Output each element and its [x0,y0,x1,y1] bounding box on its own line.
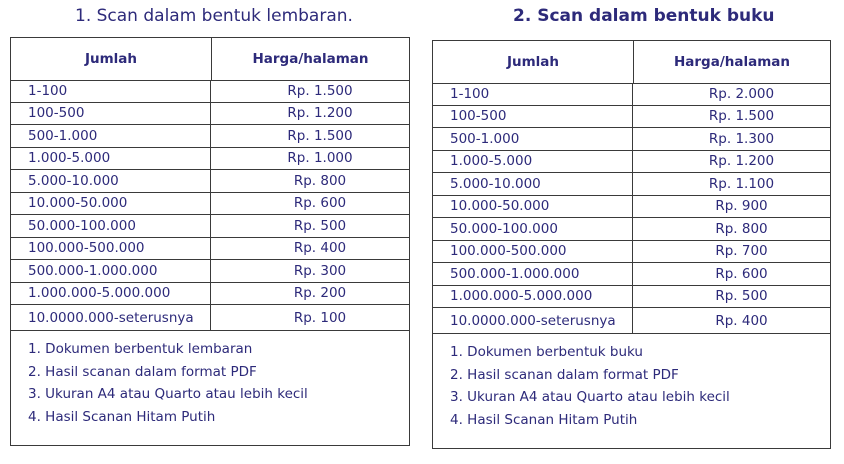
qty-cell: 100-500 [11,103,211,125]
table-row [11,215,409,238]
price-cell: Rp. 1.200 [708,153,775,170]
note-item: 3. Ukuran A4 atau Quarto atau lebih kecil [28,386,308,402]
left-section-title: 1. Scan dalam bentuk lembaran. [75,6,353,26]
price-cell: Rp. 500 [293,217,347,234]
note-item: 1. Dokumen berbentuk buku [450,344,643,360]
right-table-header [433,41,830,84]
price-cell: Rp. 400 [715,312,768,329]
table-row [11,103,409,126]
note-item: 1. Dokumen berbentuk lembaran [28,341,253,357]
qty-cell: 1.000.000-5.000.000 [433,286,633,308]
table-row [433,151,830,174]
left-table-header [11,38,409,81]
left-header-harga: Harga/halaman [252,51,369,67]
price-cell: Rp. 1.300 [708,130,775,147]
note-item: 2. Hasil scanan dalam format PDF [28,363,257,380]
qty-cell: 50.000-100.000 [11,215,211,237]
table-row [11,125,409,148]
price-cell: Rp. 200 [293,285,347,302]
price-cell: Rp. 1.100 [708,175,775,192]
note-item: 3. Ukuran A4 atau Quarto atau lebih kecil [450,389,730,405]
note-item: 4. Hasil Scanan Hitam Putih [28,408,216,425]
right-price-table [432,40,831,449]
table-row [11,170,409,193]
right-table-body [433,83,830,334]
qty-cell: 10.000-50.000 [433,196,633,218]
price-cell: Rp. 1.500 [287,127,353,144]
qty-cell: 100.000-500.000 [11,238,211,260]
table-row [11,148,409,171]
price-cell: Rp. 800 [293,172,347,189]
table-row [433,128,830,151]
left-notes [11,341,409,431]
right-section-title: 2. Scan dalam bentuk buku [513,6,775,26]
qty-cell: 10.0000.000-seterusnya [11,305,211,330]
table-row [11,283,409,306]
price-cell: Rp. 600 [715,265,768,282]
table-row [433,83,830,106]
qty-cell: 500-1.000 [433,128,633,150]
qty-cell: 100-500 [433,106,633,128]
qty-cell: 500.000-1.000.000 [433,263,633,285]
price-cell: Rp. 1.500 [287,82,353,99]
left-table-body [11,80,409,331]
qty-cell: 5.000-10.000 [433,173,633,195]
price-cell: Rp. 800 [715,220,768,237]
qty-cell: 500.000-1.000.000 [11,260,211,282]
table-row [433,263,830,286]
note-item: 2. Hasil scanan dalam format PDF [450,366,679,383]
table-row [433,196,830,219]
table-row [11,305,409,331]
price-cell: Rp. 600 [293,195,347,212]
right-header-jumlah: Jumlah [433,41,634,83]
price-cell: Rp. 900 [715,198,768,215]
qty-cell: 10.000-50.000 [11,193,211,215]
right-header-harga: Harga/halaman [673,54,790,70]
price-cell: Rp. 100 [293,309,347,326]
table-row [433,218,830,241]
price-cell: Rp. 700 [715,243,768,260]
price-cell: Rp. 400 [293,240,347,257]
price-cell: Rp. 500 [715,288,768,305]
qty-cell: 100.000-500.000 [433,241,633,263]
left-header-jumlah: Jumlah [11,38,212,80]
qty-cell: 1.000.000-5.000.000 [11,283,211,305]
table-row [433,308,830,334]
note-item: 4. Hasil Scanan Hitam Putih [450,411,638,428]
price-cell: Rp. 1.500 [708,108,775,125]
price-cell: Rp. 1.200 [287,105,353,122]
table-row [11,80,409,103]
table-row [433,241,830,264]
qty-cell: 1-100 [433,83,633,105]
qty-cell: 10.0000.000-seterusnya [433,308,633,333]
table-row [11,238,409,261]
price-cell: Rp. 300 [293,262,347,279]
price-cell: Rp. 2.000 [708,85,775,102]
price-cell: Rp. 1.000 [287,150,353,167]
table-row [433,106,830,129]
qty-cell: 5.000-10.000 [11,170,211,192]
table-row [11,193,409,216]
qty-cell: 1.000-5.000 [11,148,211,170]
table-row [11,260,409,283]
table-row [433,286,830,309]
table-row [433,173,830,196]
qty-cell: 50.000-100.000 [433,218,633,240]
qty-cell: 500-1.000 [11,125,211,147]
qty-cell: 1.000-5.000 [433,151,633,173]
left-price-table [10,37,410,446]
qty-cell: 1-100 [11,80,211,102]
right-notes [433,344,830,434]
